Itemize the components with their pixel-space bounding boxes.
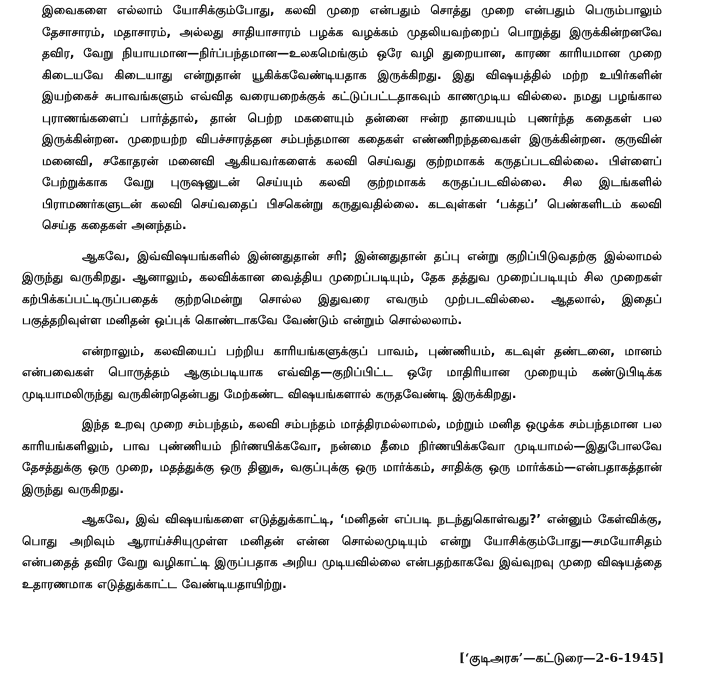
source-citation: [‘குடிஅரசு’—கட்டுரை—2-6-1945]	[459, 650, 664, 665]
paragraph-5: ஆகவே, இவ் விஷயங்களை எடுத்துக்காட்டி, ‘மனிதன் எப்படி நடந்துகொள்வது?’ என்னும் கேள்விக்கு, பொது அறிவும் ஆராய்ச்சியுமுள்ள மனிதன் என்ன சொல்லமுடியும் என்று யோசிக்கும்போது—சமயோசிதம் என்பதைத் தவிர வேறு வழிகாட்டி இருப்பதாக அறிய முடியவில்லை என்பதற்காகவே இவ்வுறவு முறை விஷயத்தை உதாரணமாக எடுத்துக்காட்ட வேண்டியதாயிற்று.	[22, 512, 662, 591]
paragraph-2: ஆகவே, இவ்விஷயங்களில் இன்னதுதான் சரி; இன்னதுதான் தப்பு என்று குறிப்பிடுவதற்கு இல்லாமல் இருந்து வருகிறது. ஆனாலும், கலவிக்கான வைத்திய முறைப்படியும், தேக தத்துவ முறைப்படியும் சில முறைகள் கற்பிக்கப்பட்டிருப்பதைக் குற்றமென்று சொல்ல இதுவரை எவரும் முற்படவில்லை. ஆதலால், இதைப் பகுத்தறிவுள்ள மனிதன் ஒப்புக் கொண்டாகவே வேண்டும் என்றும் சொல்லலாம்.	[22, 248, 662, 327]
article-body	[22, 0, 662, 595]
paragraph-4: இந்த உறவு முறை சம்பந்தம், கலவி சம்பந்தம் மாத்திரமல்லாமல், மற்றும் மனித ஒழுக்க சம்பந்தமான பல காரியங்களிலும், பாவ புண்ணியம் நிர்ணயிக்கவோ, நன்மை தீமை நிர்ணயிக்கவோ முடியாமல்—இதுபோலவே தேசத்துக்கு ஒரு முறை, மதத்துக்கு ஒரு தினுசு, வகுப்புக்கு ஒரு மார்க்கம், சாதிக்கு ஒரு மார்க்கம்—என்பதாகத்தான் இருந்து வருகிறது.	[22, 417, 662, 496]
paragraph-3: என்றாலும், கலவியைப் பற்றிய காரியங்களுக்குப் பாவம், புண்ணியம், கடவுள் தண்டனை, மானம் என்பவைகள் பொருத்தம் ஆகும்படியாக எவ்வித—குறிப்பிட்ட ஒரே மாதிரியான முறையும் கண்டுபிடிக்க முடியாமலிருந்து வருகின்றதென்பது மேற்கண்ட விஷயங்களால் கருதவேண்டி இருக்கிறது.	[22, 343, 662, 401]
paragraph-1: இவைகளை எல்லாம் யோசிக்கும்போது, கலவி முறை என்பதும் சொத்து முறை என்பதும் பெரும்பாலும் தேசாசாரம், மதாசாரம், அல்லது சாதியாசாரம் பழக்க வழக்கம் முதலியவற்றைப் பொறுத்து இருக்கின்றனவே தவிர, வேறு நியாயமான—நிர்ப்பந்தமான—உலகமெங்கும் ஒரே வழி துறையான, காரண காரியமான முறை கிடையவே கிடையாது என்றுதான் யூகிக்கவேண்டியதாக இருக்கிறது. இது விஷயத்தில் மற்ற உயிர்களின் இயற்கைச் சுபாவங்களும் எவ்வித வரையறைக்குக் கட்டுப்பட்டதாகவும் காணமுடிய வில்லை. நமது பழங்கால புராணங்களைப் பார்த்தால், தான் பெற்ற மகளையும் தன்னை ஈன்ற தாயையும் புணர்ந்த கதைகள் பல இருக்கின்றன. முறையற்ற விபச்சாரத்தன சம்பந்தமான கதைகள் எண்ணிறந்தவைகள் இருக்கின்றன. குருவின் மனைவி, சகோதரன் மனைவி ஆகியவர்களைக் கலவி செய்வது குற்றமாகக் கருதப்படவில்லை. பிள்ளைப் பேற்றுக்காக வேறு புருஷனுடன் செய்யும் கலவி குற்றமாகக் கருதப்படவில்லை. சில இடங்களில் பிராமணர்களுடன் கலவி செய்வதைப் பிசகென்று கருதுவதில்லை. கடவுள்கள் ‘பக்தப்’ பெண்களிடம் கலவி செய்த கதைகள் அனந்தம்.	[42, 3, 662, 232]
